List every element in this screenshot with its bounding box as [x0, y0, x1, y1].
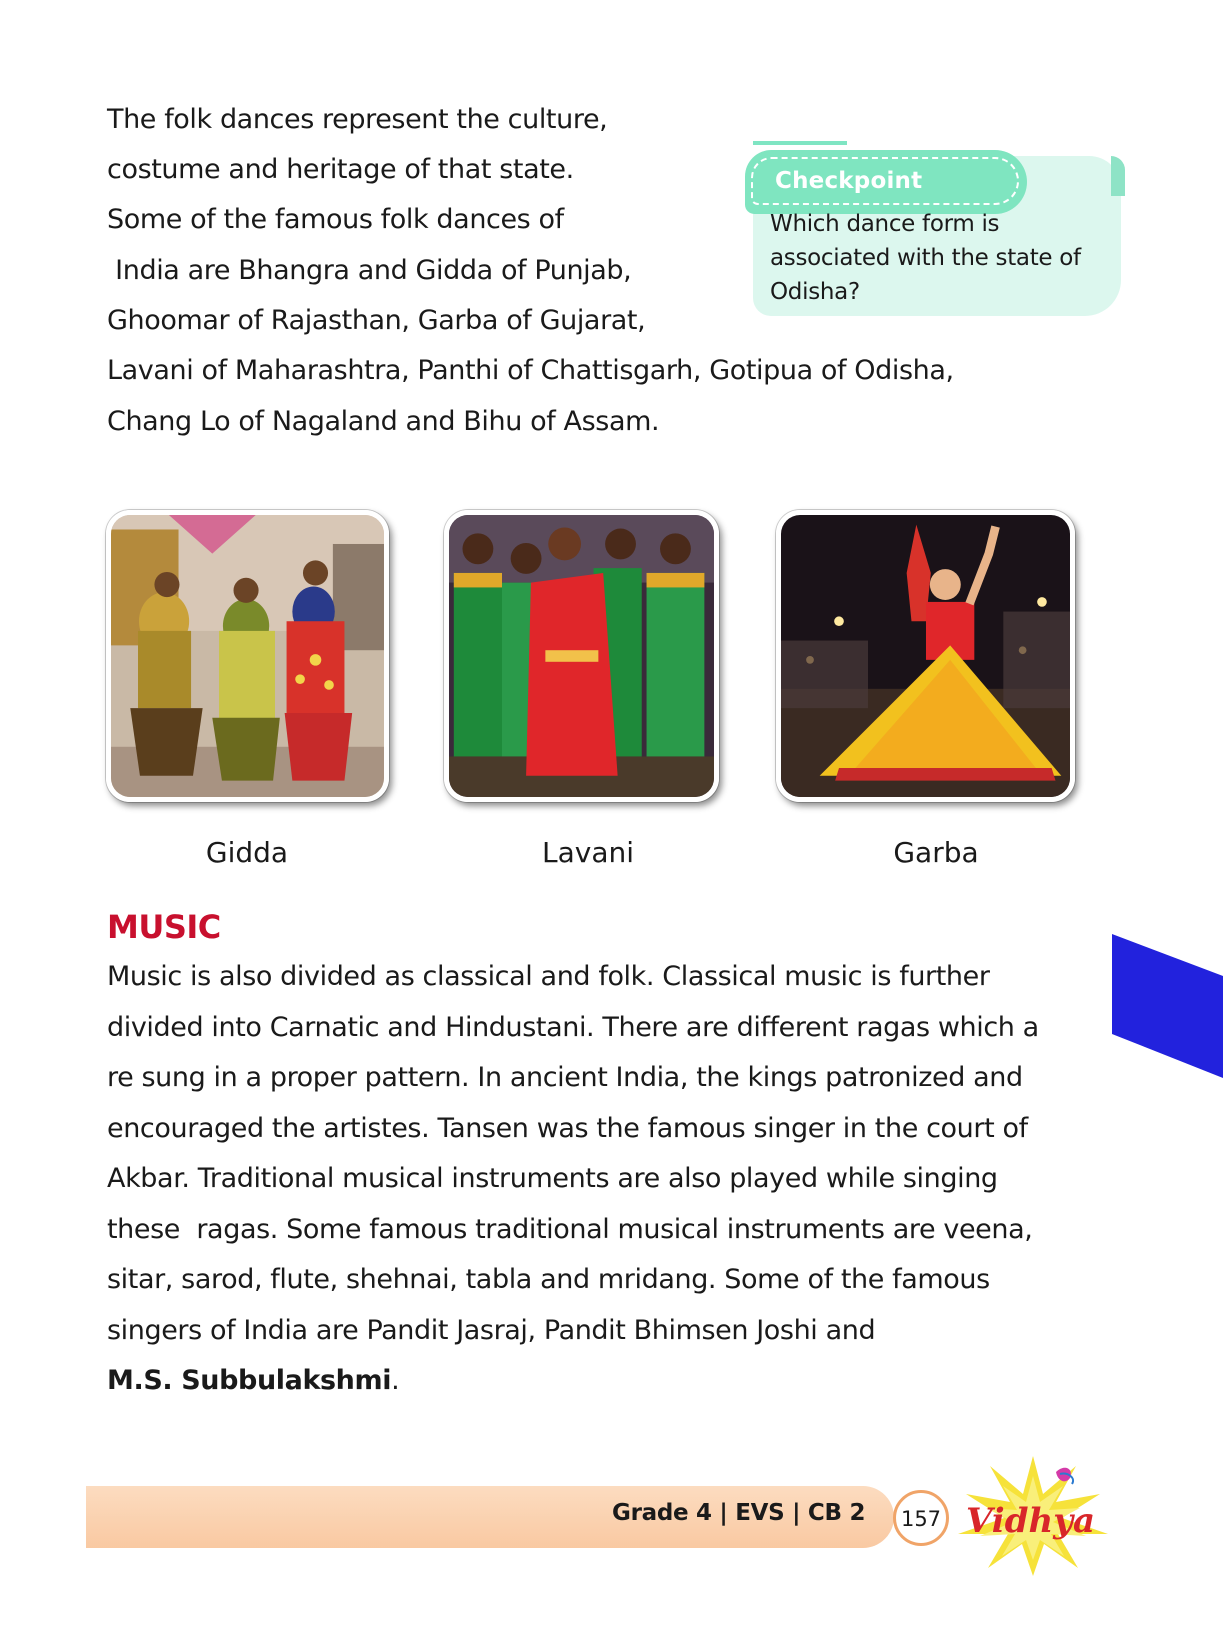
- music-line: singers of India are Pandit Jasraj, Pandit Bhimsen Joshi and: [107, 1315, 876, 1346]
- checkpoint-box: [745, 150, 1121, 318]
- music-heading: MUSIC: [107, 908, 221, 946]
- intro-line: Ghoomar of Rajasthan, Garba of Gujarat,: [107, 305, 646, 336]
- final-period: .: [391, 1365, 400, 1396]
- music-line: encouraged the artistes. Tansen was the famous singer in the court of: [107, 1113, 1028, 1144]
- intro-line: costume and heritage of that state.: [107, 154, 574, 185]
- music-line: sitar, sarod, flute, shehnai, tabla and mridang. Some of the famous: [107, 1264, 990, 1295]
- intro-line: Chang Lo of Nagaland and Bihu of Assam.: [107, 406, 660, 437]
- lavani-caption: Lavani: [541, 836, 634, 869]
- intro-line: Lavani of Maharashtra, Panthi of Chattisgarh, Gotipua of Odisha,: [107, 355, 954, 386]
- page-number-badge: [893, 1490, 949, 1546]
- page-number: 157: [900, 1507, 942, 1531]
- checkpoint-accent-line: [753, 141, 847, 145]
- checkpoint-question-line: associated with the state of: [770, 245, 1081, 271]
- music-line: Music is also divided as classical and folk. Classical music is further: [107, 961, 990, 992]
- checkpoint-title: Checkpoint: [775, 168, 923, 194]
- footer-label: Grade 4 | EVS | CB 2: [612, 1500, 866, 1526]
- music-line: these ragas. Some famous traditional musical instruments are veena,: [107, 1214, 1033, 1245]
- intro-line: The folk dances represent the culture,: [107, 104, 608, 135]
- intro-line: India are Bhangra and Gidda of Punjab,: [107, 255, 632, 286]
- gidda-photo: [106, 510, 389, 802]
- lavani-photo: [444, 510, 719, 802]
- garba-photo: [776, 510, 1075, 802]
- checkpoint-accent-edge: [1111, 156, 1125, 196]
- singer-name-bold: M.S. Subbulakshmi: [107, 1365, 392, 1396]
- brand-text: Vidhya: [966, 1501, 1095, 1541]
- gidda-caption: Gidda: [205, 836, 289, 869]
- music-line: Akbar. Traditional musical instruments are also played while singing: [107, 1163, 998, 1194]
- checkpoint-question-line: Odisha?: [770, 279, 860, 305]
- music-line: divided into Carnatic and Hindustani. There are different ragas which a: [107, 1012, 1039, 1043]
- checkpoint-question-line: Which dance form is: [770, 211, 1000, 237]
- music-line: re sung in a proper pattern. In ancient India, the kings patronized and: [107, 1062, 1023, 1093]
- garba-caption: Garba: [893, 836, 979, 869]
- side-tab-marker: [1112, 934, 1223, 1078]
- vidhya-logo: [948, 1452, 1118, 1576]
- intro-line: Some of the famous folk dances of: [107, 204, 564, 235]
- music-final-line: [107, 1365, 399, 1397]
- checkpoint-header: [745, 150, 1027, 214]
